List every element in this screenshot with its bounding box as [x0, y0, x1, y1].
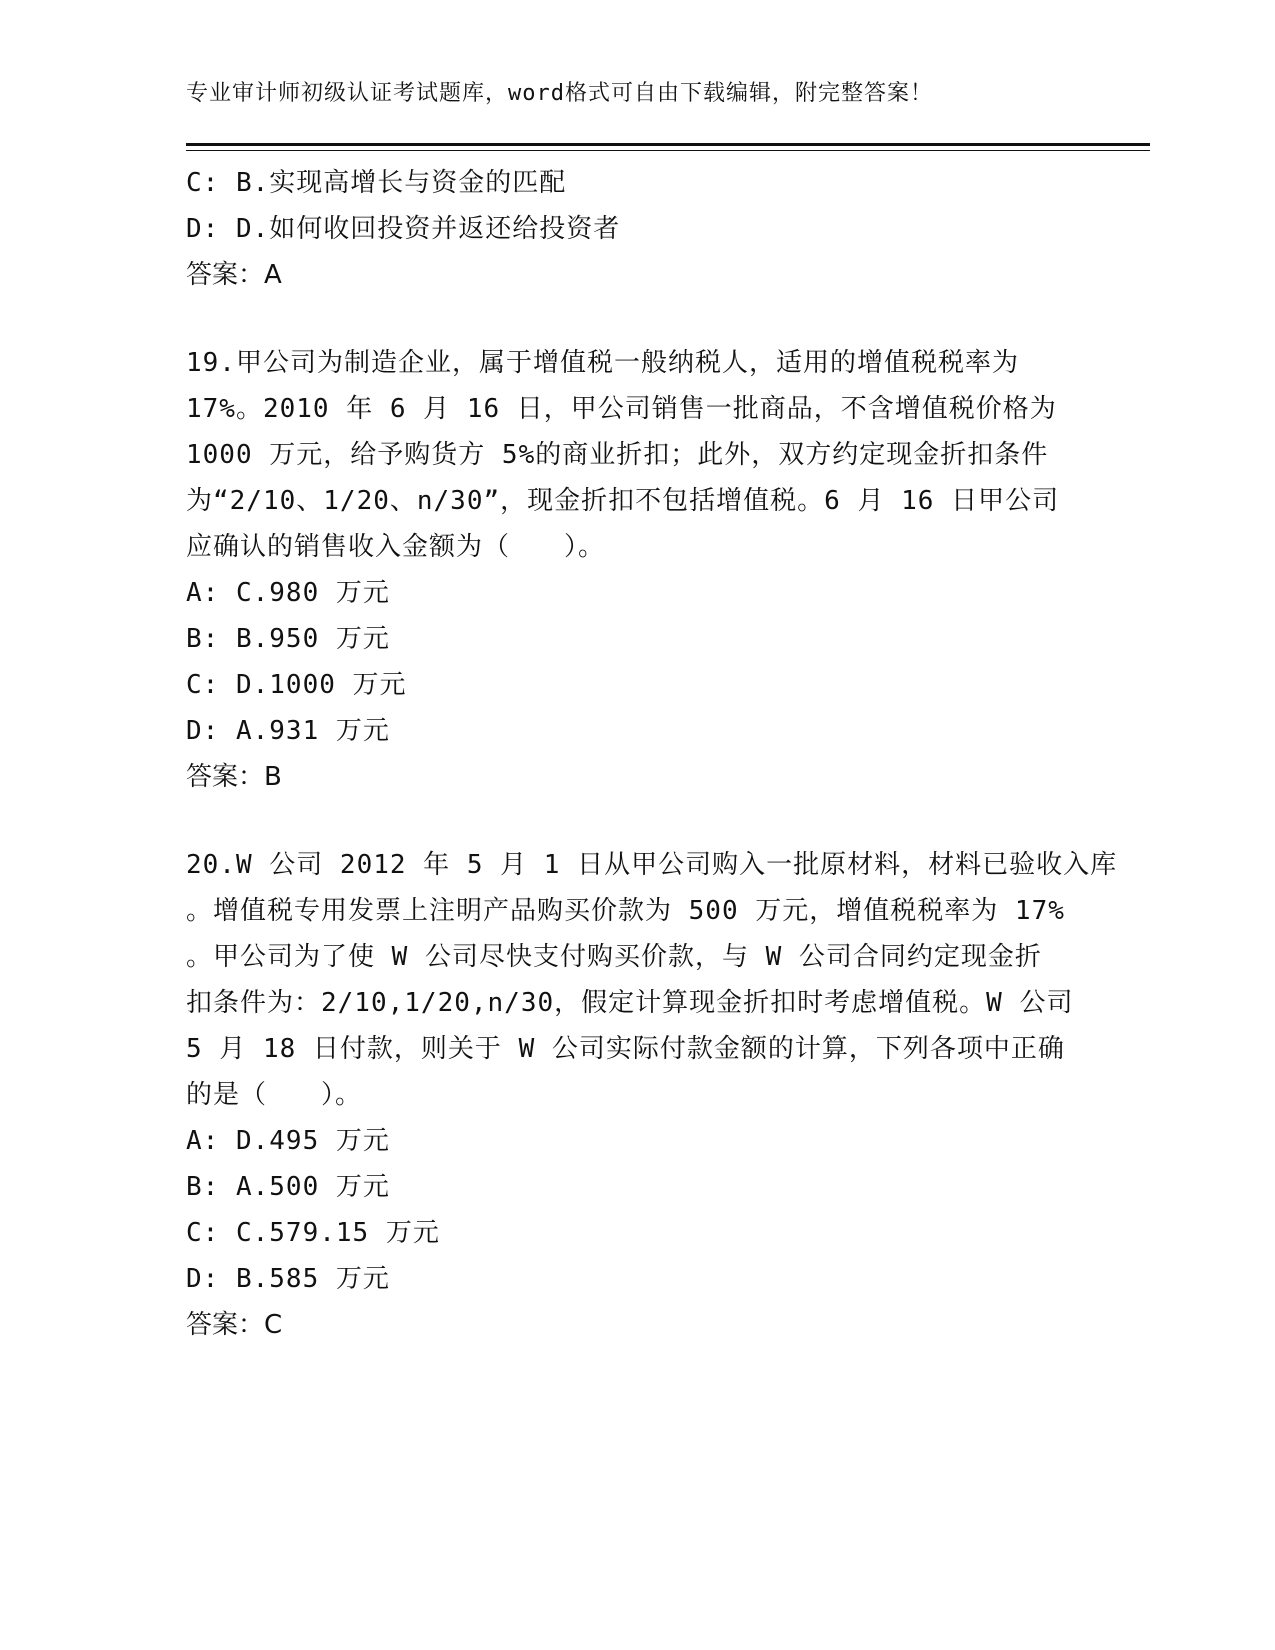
question-text-line: 应确认的销售收入金额为（ ）。 — [186, 532, 606, 562]
option-d: D: A.931 万元 — [186, 716, 390, 746]
spacer — [186, 800, 1086, 842]
answer-line: 答案：A — [186, 260, 282, 290]
header-rule-thin — [186, 150, 1150, 151]
question-19 — [186, 340, 1086, 800]
question-text-line: 为“2/10、1/20、n/30”，现金折扣不包括增值税。6 月 16 日甲公司 — [186, 486, 1060, 516]
question-content — [186, 160, 1118, 1348]
spacer — [186, 298, 1086, 340]
header-rule — [186, 143, 1150, 146]
page-header: 专业审计师初级认证考试题库，word格式可自由下载编辑，附完整答案！ — [186, 81, 933, 106]
option-d: D: D.如何收回投资并返还给投资者 — [186, 214, 621, 244]
option-a: A: D.495 万元 — [186, 1126, 390, 1156]
question-text-line: 20.W 公司 2012 年 5 月 1 日从甲公司购入一批原材料，材料已验收入库 — [186, 850, 1118, 880]
option-c: C: C.579.15 万元 — [186, 1218, 440, 1248]
answer-line: 答案：B — [186, 762, 282, 792]
option-c: C: B.实现高增长与资金的匹配 — [186, 168, 567, 198]
option-b: B: B.950 万元 — [186, 624, 390, 654]
question-text-line: 17%。2010 年 6 月 16 日，甲公司销售一批商品，不含增值税价格为 — [186, 394, 1057, 424]
option-b: B: A.500 万元 — [186, 1172, 390, 1202]
question-text-line: 。增值税专用发票上注明产品购买价款为 500 万元，增值税税率为 17% — [186, 896, 1065, 926]
question-text-line: 5 月 18 日付款，则关于 W 公司实际付款金额的计算，下列各项中正确 — [186, 1034, 1065, 1064]
prev-question — [186, 160, 1086, 298]
question-text-line: 扣条件为：2/10,1/20,n/30，假定计算现金折扣时考虑增值税。W 公司 — [186, 988, 1074, 1018]
question-20 — [186, 842, 1118, 1348]
question-text-line: 的是（ ）。 — [186, 1080, 363, 1110]
option-d: D: B.585 万元 — [186, 1264, 390, 1294]
question-text-line: 19.甲公司为制造企业，属于增值税一般纳税人，适用的增值税税率为 — [186, 348, 1019, 378]
option-a: A: C.980 万元 — [186, 578, 390, 608]
question-text-line: 。甲公司为了使 W 公司尽快支付购买价款，与 W 公司合同约定现金折 — [186, 942, 1042, 972]
question-text-line: 1000 万元，给予购货方 5%的商业折扣；此外，双方约定现金折扣条件 — [186, 440, 1049, 470]
answer-line: 答案：C — [186, 1310, 283, 1340]
option-c: C: D.1000 万元 — [186, 670, 407, 700]
